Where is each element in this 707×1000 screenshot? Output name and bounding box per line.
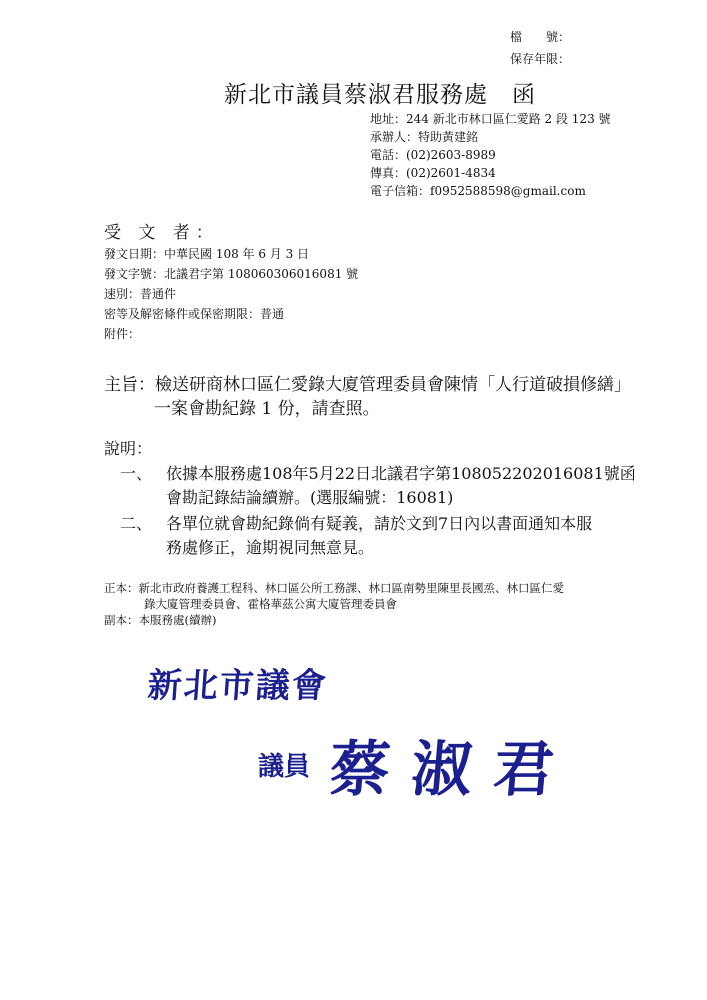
recipient-label: 受 文 者：	[104, 223, 219, 243]
copy-recipients: 副本：本服務處(續辦)	[104, 613, 217, 627]
subject-line-2: 一案會勘紀錄 1 份，請查照。	[154, 399, 380, 419]
explanation-item-1-line-1: 依據本服務處108年5月22日北議君字第108052202016081號函	[166, 464, 636, 483]
secrecy-level: 密等及解密條件或保密期限：普通	[104, 307, 285, 321]
attachment-label: 附件：	[104, 327, 141, 341]
council-seal-text: 新北市議會	[146, 666, 330, 706]
main-recipients-line-2: 錄大廈管理委員會、霍格華茲公寓大廈管理委員會	[144, 597, 397, 611]
contact-fax: 傳真：(02)2601-4834	[370, 166, 496, 180]
document-fields	[104, 244, 358, 344]
explanation-heading: 說明：	[104, 439, 153, 458]
councilor-title-stamp: 議員	[258, 752, 311, 782]
contact-block	[370, 110, 611, 200]
explanation-item-2-line-1: 各單位就會勘紀錄倘有疑義，請於文到7日內以書面通知本服	[166, 514, 593, 533]
explanation-item-1-number: 一、	[120, 464, 153, 483]
contact-email: 電子信箱：f0952588598@gmail.com	[370, 184, 586, 198]
contact-phone: 電話：(02)2603-8989	[370, 148, 496, 162]
contact-handler: 承辦人：特助黃建銘	[370, 130, 479, 144]
file-number-label: 檔 號：	[510, 30, 571, 44]
main-recipients-line-1: 正本：新北市政府養護工程科、林口區公所工務課、林口區南勢里陳里長國烝、林口區仁愛	[104, 581, 564, 595]
explanation-item-2-number: 二、	[120, 514, 153, 533]
issue-date: 發文日期：中華民國 108 年 6 月 3 日	[104, 247, 310, 261]
document-number: 發文字號：北議君字第 108060306016081 號	[104, 267, 359, 281]
delivery-speed: 速別：普通件	[104, 287, 177, 301]
retention-period-label: 保存年限：	[510, 52, 571, 66]
document-title: 新北市議員蔡淑君服務處 函	[224, 82, 536, 108]
explanation-item-1-line-2: 會勘記錄結論續辦。(選服編號：16081)	[166, 488, 454, 507]
subject-line-1: 主旨：檢送研商林口區仁愛錄大廈管理委員會陳情「人行道破損修繕」	[104, 375, 631, 395]
contact-address: 地址：244 新北市林口區仁愛路 2 段 123 號	[370, 112, 611, 126]
councilor-name-stamp: 蔡淑君	[326, 735, 579, 805]
explanation-item-2-line-2: 務處修正，逾期視同無意見。	[166, 538, 375, 557]
